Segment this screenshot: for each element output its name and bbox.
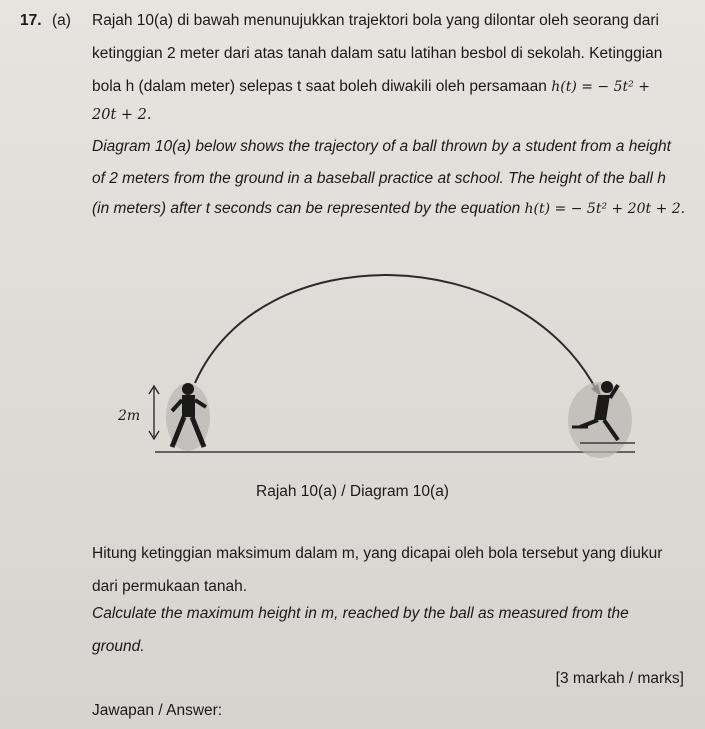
catcher-figure	[568, 381, 635, 458]
ball-trajectory	[195, 275, 598, 393]
english-line-3-text: (in meters) after t seconds can be represented by the equation	[92, 200, 521, 217]
malay-equation: h(t) = − 5t² +	[551, 79, 650, 95]
task-english-line-1: Calculate the maximum height in m, reached by the ball as measured from the	[92, 605, 629, 622]
height-label: 2m	[118, 408, 141, 424]
question-number: 17.	[20, 12, 42, 29]
malay-line-2: ketinggian 2 meter dari atas tanah dalam satu latihan besbol di sekolah. Ketinggian	[92, 45, 663, 62]
malay-line-1: Rajah 10(a) di bawah menunujukkan trajektori bola yang dilontar oleh seorang dari	[92, 12, 659, 29]
task-malay-line-2: dari permukaan tanah.	[92, 578, 248, 595]
diagram-caption: Rajah 10(a) / Diagram 10(a)	[256, 483, 449, 500]
malay-line-3-text: bola h (dalam meter) selepas t saat boleh diwakili oleh persamaan	[92, 78, 547, 95]
english-line-3	[92, 200, 685, 218]
english-line-1: Diagram 10(a) below shows the trajectory of a ball thrown by a student from a height	[92, 138, 671, 155]
malay-line-3	[92, 78, 650, 96]
task-english-line-2: ground.	[92, 638, 145, 655]
task-malay-line-1: Hitung ketinggian maksimum dalam m, yang dicapai oleh bola tersebut yang diukur	[92, 545, 663, 562]
thrower-figure	[166, 383, 210, 451]
malay-line-4: 20t + 2.	[92, 107, 152, 123]
marks-label: [3 markah / marks]	[555, 670, 684, 687]
question-part: (a)	[52, 12, 71, 29]
answer-label: Jawapan / Answer:	[92, 702, 223, 719]
english-equation: h(t) = − 5t² + 20t + 2.	[524, 201, 686, 217]
english-line-2: of 2 meters from the ground in a baseball practice at school. The height of the ball h	[92, 170, 666, 187]
trajectory-diagram	[110, 255, 650, 465]
